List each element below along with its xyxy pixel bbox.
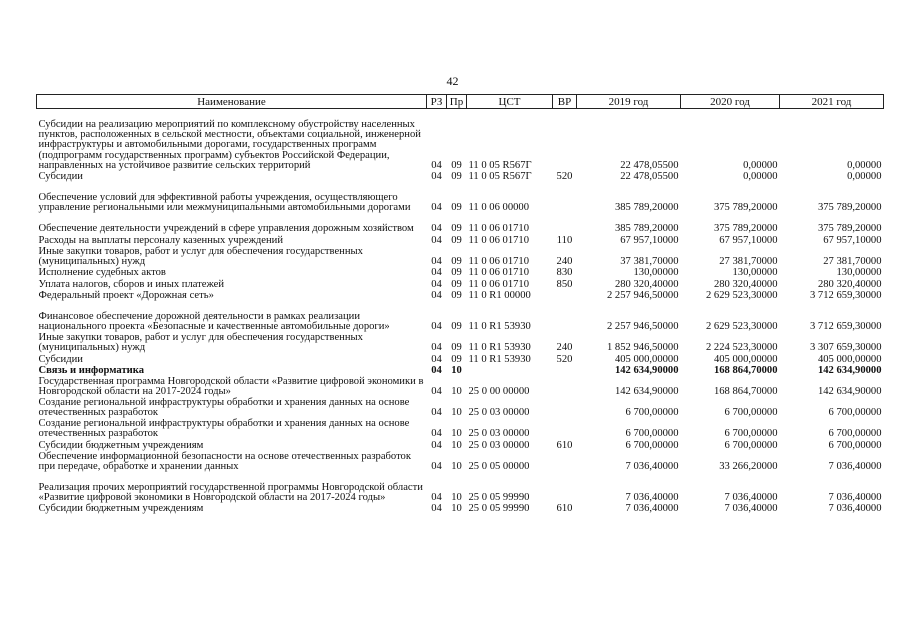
row-cst: 25 0 03 00000 bbox=[468, 407, 530, 419]
row-2019-amount: 7 036,40000 bbox=[625, 491, 679, 503]
row-2021-amount: 3 712 659,30000 bbox=[809, 321, 882, 333]
table-row bbox=[37, 214, 884, 235]
row-2019-amount: 1 852 946,50000 bbox=[606, 342, 679, 354]
row-name: Иные закупки товаров, работ и услуг для обеспечения государственных (муниципальных) нужд bbox=[38, 245, 363, 267]
table-row bbox=[37, 503, 884, 515]
row-2019-amount: 37 381,70000 bbox=[620, 255, 679, 267]
row-pr: 09 bbox=[451, 202, 462, 214]
table-row bbox=[37, 451, 884, 472]
row-name: Реализация прочих мероприятий государственной программы Новгородской области «Развитие цифровой экономики в Новгородской области на 2017-2024 годы» bbox=[38, 481, 423, 503]
row-pr: 09 bbox=[451, 321, 462, 333]
row-2021-amount: 0,00000 bbox=[847, 159, 882, 171]
row-2021-amount: 6 700,00000 bbox=[828, 428, 882, 440]
row-rz: 04 bbox=[431, 255, 442, 267]
row-name: Уплата налогов, сборов и иных платежей bbox=[38, 278, 225, 290]
row-vr bbox=[553, 419, 577, 440]
row-vr: 610 bbox=[556, 439, 573, 451]
row-pr: 10 bbox=[451, 491, 462, 503]
row-cst: 25 0 05 00000 bbox=[468, 460, 530, 472]
row-2019-amount: 2 257 946,50000 bbox=[606, 290, 679, 302]
table-row bbox=[37, 235, 884, 247]
row-2019-amount: 67 957,10000 bbox=[620, 234, 679, 246]
row-rz: 04 bbox=[431, 342, 442, 354]
row-pr: 09 bbox=[451, 159, 462, 171]
row-pr: 10 bbox=[451, 386, 462, 398]
table-row bbox=[37, 171, 884, 183]
row-2019-amount: 6 700,00000 bbox=[625, 428, 679, 440]
row-2021-amount: 67 957,10000 bbox=[823, 234, 882, 246]
row-name: Иные закупки товаров, работ и услуг для обеспечения государственных (муниципальных) нужд bbox=[38, 332, 363, 354]
row-vr bbox=[553, 472, 577, 503]
row-vr bbox=[553, 398, 577, 419]
row-name: Субсидии bbox=[38, 353, 83, 365]
row-cst: 11 0 05 R567Г bbox=[468, 159, 532, 171]
row-name: Обеспечение информационной безопасности на основе отечественных разработок при передаче, обработке и хранении данных bbox=[38, 450, 412, 472]
row-cst: 11 0 06 01710 bbox=[468, 223, 530, 235]
row-2020-amount: 130,00000 bbox=[732, 267, 778, 279]
row-pr: 10 bbox=[451, 503, 462, 515]
row-name: Обеспечение условий для эффективной работы учреждения, осуществляющего управление региональными или межмуниципальными автомобильными дорогами bbox=[38, 192, 411, 214]
row-2020-amount: 33 266,20000 bbox=[719, 460, 778, 472]
row-vr bbox=[553, 109, 577, 172]
row-vr: 850 bbox=[556, 278, 573, 290]
row-2020-amount: 375 789,20000 bbox=[713, 223, 778, 235]
row-2019-amount: 405 000,00000 bbox=[614, 353, 679, 365]
row-cst: 25 0 03 00000 bbox=[468, 428, 530, 440]
row-2019-amount: 7 036,40000 bbox=[625, 460, 679, 472]
row-2021-amount: 27 381,70000 bbox=[823, 255, 882, 267]
row-rz: 04 bbox=[431, 386, 442, 398]
row-rz: 04 bbox=[431, 428, 442, 440]
row-cst: 11 0 06 01710 bbox=[468, 278, 530, 290]
row-name: Создание региональной инфраструктуры обработки и хранения данных на основе отечественных разработок bbox=[38, 397, 410, 419]
row-pr: 09 bbox=[451, 353, 462, 365]
row-2019-amount: 2 257 946,50000 bbox=[606, 321, 679, 333]
row-2021-amount: 7 036,40000 bbox=[828, 503, 882, 515]
row-pr: 09 bbox=[451, 342, 462, 354]
row-2021-amount: 375 789,20000 bbox=[817, 202, 882, 214]
row-name: Субсидии bbox=[38, 171, 83, 183]
row-2020-amount: 168 864,70000 bbox=[713, 365, 778, 377]
row-vr: 240 bbox=[556, 255, 573, 267]
row-2020-amount: 67 957,10000 bbox=[719, 234, 778, 246]
row-2020-amount: 375 789,20000 bbox=[713, 202, 778, 214]
table-row bbox=[37, 472, 884, 503]
row-2019-amount: 22 478,05500 bbox=[620, 171, 679, 183]
table-row bbox=[37, 267, 884, 279]
row-rz: 04 bbox=[431, 171, 442, 183]
row-2019-amount: 280 320,40000 bbox=[614, 278, 679, 290]
header-2021: 2021 год bbox=[780, 95, 884, 109]
row-2021-amount: 0,00000 bbox=[847, 171, 882, 183]
row-vr: 830 bbox=[556, 267, 573, 279]
table-row bbox=[37, 377, 884, 398]
row-2020-amount: 2 629 523,30000 bbox=[705, 290, 778, 302]
row-cst: 25 0 00 00000 bbox=[468, 386, 530, 398]
row-2020-amount: 7 036,40000 bbox=[724, 491, 778, 503]
row-name: Обеспечение деятельности учреждений в сфере управления дорожным хозяйством bbox=[38, 223, 414, 235]
table-row bbox=[37, 290, 884, 302]
row-rz: 04 bbox=[431, 353, 442, 365]
row-name: Финансовое обеспечение дорожной деятельности в рамках реализации национального проекта «Безопасные и качественные автомобильные дороги» bbox=[38, 311, 390, 333]
row-pr: 10 bbox=[451, 365, 462, 377]
table-row bbox=[37, 302, 884, 333]
row-2019-amount: 142 634,90000 bbox=[614, 386, 679, 398]
row-name: Субсидии бюджетным учреждениям bbox=[38, 439, 204, 451]
row-2019-amount: 6 700,00000 bbox=[625, 407, 679, 419]
row-name: Создание региональной инфраструктуры обработки и хранения данных на основе отечественных разработок bbox=[38, 418, 410, 440]
row-cst: 25 0 05 99990 bbox=[468, 491, 530, 503]
row-pr: 10 bbox=[451, 460, 462, 472]
row-2020-amount: 0,00000 bbox=[743, 159, 778, 171]
row-vr: 520 bbox=[556, 353, 573, 365]
row-rz: 04 bbox=[431, 365, 442, 377]
row-2021-amount: 6 700,00000 bbox=[828, 407, 882, 419]
row-2021-amount: 6 700,00000 bbox=[828, 439, 882, 451]
table-row bbox=[37, 246, 884, 267]
row-2019-amount: 22 478,05500 bbox=[620, 159, 679, 171]
table-body bbox=[37, 109, 884, 515]
budget-table bbox=[36, 94, 884, 515]
row-2020-amount: 7 036,40000 bbox=[724, 503, 778, 515]
row-2020-amount: 27 381,70000 bbox=[719, 255, 778, 267]
row-2019-amount: 6 700,00000 bbox=[625, 439, 679, 451]
row-cst: 11 0 06 01710 bbox=[468, 267, 530, 279]
row-2020-amount: 405 000,00000 bbox=[713, 353, 778, 365]
row-2019-amount: 385 789,20000 bbox=[614, 223, 679, 235]
row-name: Субсидии на реализацию мероприятий по комплексному обустройству населенных пунктов, расположенных в сельской местности, объектами социальной, инженерной инфраструктуры и автомобильными дорогами, государственных программ (подпрограмм государственных программ) субъектов Российской Федерации, направленных на устойчивое развитие сельских территорий bbox=[38, 118, 421, 171]
row-pr: 10 bbox=[451, 439, 462, 451]
row-cst: 11 0 R1 53930 bbox=[468, 321, 531, 333]
table-row bbox=[37, 419, 884, 440]
row-cst: 11 0 06 01710 bbox=[468, 234, 530, 246]
header-rz: РЗ bbox=[427, 95, 447, 109]
header-2020: 2020 год bbox=[681, 95, 780, 109]
header-name: Наименование bbox=[37, 95, 427, 109]
row-vr bbox=[553, 377, 577, 398]
header-cst: ЦСТ bbox=[467, 95, 553, 109]
row-rz: 04 bbox=[431, 439, 442, 451]
table-row bbox=[37, 354, 884, 366]
row-pr: 09 bbox=[451, 234, 462, 246]
row-cst: 11 0 R1 53930 bbox=[468, 353, 531, 365]
row-rz: 04 bbox=[431, 202, 442, 214]
row-pr: 10 bbox=[451, 428, 462, 440]
row-name: Связь и информатика bbox=[38, 365, 145, 377]
row-rz: 04 bbox=[431, 503, 442, 515]
row-vr bbox=[553, 451, 577, 472]
row-2020-amount: 2 629 523,30000 bbox=[705, 321, 778, 333]
row-rz: 04 bbox=[431, 491, 442, 503]
row-2020-amount: 6 700,00000 bbox=[724, 407, 778, 419]
row-2021-amount: 142 634,90000 bbox=[817, 365, 882, 377]
row-name: Исполнение судебных актов bbox=[38, 267, 166, 279]
table-row bbox=[37, 440, 884, 452]
row-vr bbox=[553, 302, 577, 333]
row-vr: 610 bbox=[556, 503, 573, 515]
table-header-row bbox=[37, 95, 884, 109]
row-2021-amount: 280 320,40000 bbox=[817, 278, 882, 290]
page-number: 42 bbox=[446, 74, 459, 88]
row-name: Расходы на выплаты персоналу казенных учреждений bbox=[38, 234, 283, 246]
table-row bbox=[37, 183, 884, 214]
row-pr: 09 bbox=[451, 171, 462, 183]
row-rz: 04 bbox=[431, 321, 442, 333]
row-rz: 04 bbox=[431, 460, 442, 472]
header-pr: Пр bbox=[447, 95, 467, 109]
row-rz: 04 bbox=[431, 234, 442, 246]
row-vr bbox=[553, 214, 577, 235]
row-2019-amount: 7 036,40000 bbox=[625, 503, 679, 515]
row-rz: 04 bbox=[431, 159, 442, 171]
row-pr: 09 bbox=[451, 223, 462, 235]
row-pr: 10 bbox=[451, 407, 462, 419]
row-cst: 11 0 R1 53930 bbox=[468, 342, 531, 354]
row-2020-amount: 6 700,00000 bbox=[724, 439, 778, 451]
row-vr bbox=[553, 365, 577, 377]
row-pr: 09 bbox=[451, 290, 462, 302]
row-2021-amount: 7 036,40000 bbox=[828, 460, 882, 472]
row-2019-amount: 142 634,90000 bbox=[614, 365, 679, 377]
table-row bbox=[37, 279, 884, 291]
row-name: Государственная программа Новгородской области «Развитие цифровой экономики в Новгородской области на 2017-2024 годы» bbox=[38, 376, 424, 398]
row-2020-amount: 2 224 523,30000 bbox=[705, 342, 778, 354]
header-2019: 2019 год bbox=[577, 95, 681, 109]
row-2021-amount: 375 789,20000 bbox=[817, 223, 882, 235]
row-name: Субсидии бюджетным учреждениям bbox=[38, 503, 204, 515]
table-row bbox=[37, 333, 884, 354]
table-row bbox=[37, 109, 884, 172]
row-2020-amount: 280 320,40000 bbox=[713, 278, 778, 290]
row-2021-amount: 3 712 659,30000 bbox=[809, 290, 882, 302]
row-pr: 09 bbox=[451, 267, 462, 279]
row-vr: 520 bbox=[556, 171, 573, 183]
row-vr bbox=[553, 290, 577, 302]
row-2020-amount: 6 700,00000 bbox=[724, 428, 778, 440]
row-rz: 04 bbox=[431, 267, 442, 279]
row-2020-amount: 0,00000 bbox=[743, 171, 778, 183]
row-cst: 25 0 05 99990 bbox=[468, 503, 530, 515]
row-2020-amount: 168 864,70000 bbox=[713, 386, 778, 398]
row-vr: 240 bbox=[556, 342, 573, 354]
row-rz: 04 bbox=[431, 290, 442, 302]
row-cst bbox=[467, 365, 553, 377]
row-2021-amount: 142 634,90000 bbox=[817, 386, 882, 398]
row-pr: 09 bbox=[451, 278, 462, 290]
row-2021-amount: 405 000,00000 bbox=[817, 353, 882, 365]
table-row bbox=[37, 398, 884, 419]
table-row bbox=[37, 365, 884, 377]
row-rz: 04 bbox=[431, 223, 442, 235]
row-rz: 04 bbox=[431, 278, 442, 290]
row-2019-amount: 385 789,20000 bbox=[614, 202, 679, 214]
row-pr: 09 bbox=[451, 255, 462, 267]
row-rz: 04 bbox=[431, 407, 442, 419]
row-2021-amount: 3 307 659,30000 bbox=[809, 342, 882, 354]
row-2019-amount: 130,00000 bbox=[633, 267, 679, 279]
row-2021-amount: 130,00000 bbox=[836, 267, 882, 279]
header-vr: ВР bbox=[553, 95, 577, 109]
row-2021-amount: 7 036,40000 bbox=[828, 491, 882, 503]
row-cst: 11 0 05 R567Г bbox=[468, 171, 532, 183]
row-cst: 11 0 06 00000 bbox=[468, 202, 530, 214]
row-vr: 110 bbox=[556, 234, 573, 246]
row-cst: 25 0 03 00000 bbox=[468, 439, 530, 451]
row-name: Федеральный проект «Дорожная сеть» bbox=[38, 290, 214, 302]
row-vr bbox=[553, 183, 577, 214]
row-cst: 11 0 06 01710 bbox=[468, 255, 530, 267]
row-cst: 11 0 R1 00000 bbox=[468, 290, 531, 302]
